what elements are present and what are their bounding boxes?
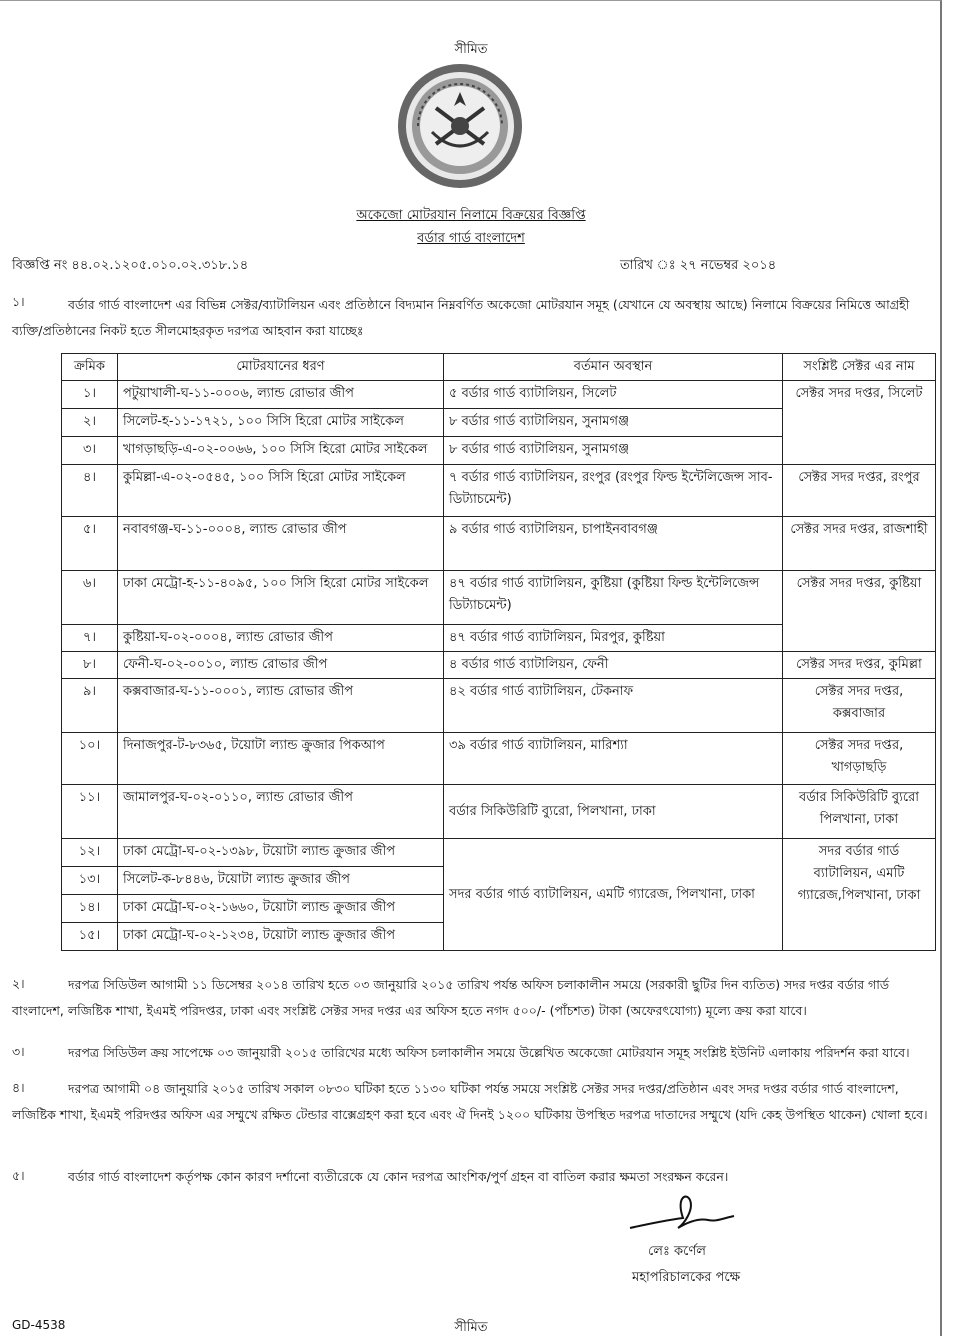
table-row bbox=[62, 381, 936, 409]
row-vehicle: কক্সবাজার-ঘ-১১-০০০১, ল্যান্ড রোভার জীপ bbox=[118, 679, 444, 733]
row-sector: সেক্টর সদর দপ্তর, সিলেট bbox=[783, 381, 936, 465]
para2-number: ২। bbox=[12, 976, 25, 991]
para2-text: দরপত্র সিডিউল আগামী ১১ ডিসেম্বর ২০১৪ তারিখ হতে ০৩ জানুয়ারি ২০১৫ তারিখ পর্যন্ত অফিস চলাকালীন সময়ে (সরকারী ছুটির দিন ব্যতিত) সদর দপ্তর বর্ডার গার্ড বাংলাদেশ, লজিষ্টিক শাখা, ইএমই পরিদপ্তর, ঢাকা এবং সংশ্লিষ্ট সেক্টর সদর দপ্তর এর অফিস হতে নগদ ৫০০/- (পাঁচশত) টাকা (অফেরৎযোগ্য) মূল্যে ক্রয় করা যাবে। bbox=[12, 977, 890, 1018]
para5-number: ৫। bbox=[12, 1168, 25, 1183]
row-serial: ১১। bbox=[62, 785, 118, 839]
row-vehicle: ঢাকা মেট্রো-হ-১১-৪০৯৫, ১০০ সিসি হিরো মোটর সাইকেল bbox=[118, 571, 444, 625]
table-row bbox=[62, 679, 936, 733]
row-vehicle: কুষ্টিয়া-ঘ-০২-০০০৪, ল্যান্ড রোভার জীপ bbox=[118, 625, 444, 652]
header-current-location: বর্তমান অবস্থান bbox=[444, 354, 783, 381]
signatory-on-behalf: মহাপরিচালকের পক্ষে bbox=[632, 1270, 741, 1285]
table-row bbox=[62, 517, 936, 571]
row-sector: সেক্টর সদর দপ্তর, রংপুর bbox=[783, 465, 936, 517]
table-row bbox=[62, 571, 936, 625]
row-location: ৯ বর্ডার গার্ড ব্যাটালিয়ন, চাপাইনবাবগঞ্জ bbox=[444, 517, 783, 571]
table-row bbox=[62, 733, 936, 785]
signature-scribble bbox=[628, 1188, 738, 1238]
table-row bbox=[62, 839, 936, 867]
notice-date: তারিখ ঃ ২৭ নভেম্বর ২০১৪ bbox=[620, 258, 777, 273]
row-serial: ১৪। bbox=[62, 895, 118, 923]
para3-number: ৩। bbox=[12, 1044, 25, 1059]
para1-text: বর্ডার গার্ড বাংলাদেশ এর বিভিন্ন সেক্টর/ব্যাটালিয়ন এবং প্রতিষ্ঠানে বিদ্যমান নিম্নবর্ণিত অকেজো মোটরযান সমূহ (যেখানে যে অবস্থায় আছে) নিলামে বিক্রয়ের নিমিত্তে আগ্রহী ব্যক্তি/প্রতিষ্ঠানের নিকট হতে সীলমোহরকৃত দরপত্র আহবান করা যাচ্ছেঃ bbox=[12, 297, 910, 338]
row-sector: সেক্টর সদর দপ্তর, কক্সবাজার bbox=[783, 679, 936, 733]
row-location: ৪২ বর্ডার গার্ড ব্যাটালিয়ন, টেকনাফ bbox=[444, 679, 783, 733]
row-vehicle: খাগড়াছড়ি-এ-০২-০০৬৬, ১০০ সিসি হিরো মোটর সাইকেল bbox=[118, 437, 444, 465]
row-vehicle: পটুয়াখালী-ঘ-১১-০০০৬, ল্যান্ড রোভার জীপ bbox=[118, 381, 444, 409]
row-vehicle: ঢাকা মেট্রো-ঘ-০২-১৩৯৮, টয়োটা ল্যান্ড ক্রুজার জীপ bbox=[118, 839, 444, 867]
row-vehicle: ঢাকা মেট্রো-ঘ-০২-১২৩৪, টয়োটা ল্যান্ড ক্রুজার জীপ bbox=[118, 923, 444, 951]
row-vehicle: কুমিল্লা-এ-০২-০৫৪৫, ১০০ সিসি হিরো মোটর সাইকেল bbox=[118, 465, 444, 517]
row-sector: সদর বর্ডার গার্ড ব্যাটালিয়ন, এমটি গ্যারেজ,পিলখানা, ঢাকা bbox=[783, 839, 936, 951]
row-serial: ৪। bbox=[62, 465, 118, 517]
row-serial: ৯। bbox=[62, 679, 118, 733]
notice-title: অকেজো মোটরযান নিলামে বিক্রয়ের বিজ্ঞপ্তি bbox=[356, 208, 586, 223]
para4-text: দরপত্র আগামী ০৪ জানুয়ারি ২০১৫ তারিখ সকাল ০৮৩০ ঘটিকা হতে ১১৩০ ঘটিকা পর্যন্ত সময়ে সংশ্লিষ্ট সেক্টর সদর দপ্তর/প্রতিষ্ঠান এবং সদর দপ্তর বর্ডার গার্ড বাংলাদেশ, লজিষ্টিক শাখা, ইএমই পরিদপ্তর অফিস এর সম্মুখে রক্ষিত টেন্ডার বাক্সেগ্রহণ করা হবে এবং ঐ দিনই ১২০০ ঘটিকায় উপস্থিত দরপত্র দাতাদের সম্মুখে (যদি কেহ উপস্থিত থাকেন) খোলা হবে। bbox=[12, 1081, 928, 1122]
row-location: ৫ বর্ডার গার্ড ব্যাটালিয়ন, সিলেট bbox=[444, 381, 783, 409]
row-serial: ১৫। bbox=[62, 923, 118, 951]
table-header-row bbox=[62, 354, 936, 381]
row-location: ৮ বর্ডার গার্ড ব্যাটালিয়ন, সুনামগঞ্জ bbox=[444, 409, 783, 437]
row-location: ৪৭ বর্ডার গার্ড ব্যাটালিয়ন, মিরপুর, কুষ্টিয়া bbox=[444, 625, 783, 652]
row-serial: ১৩। bbox=[62, 867, 118, 895]
table-row bbox=[62, 652, 936, 679]
row-sector: সেক্টর সদর দপ্তর, কুমিল্লা bbox=[783, 652, 936, 679]
para4-number: ৪। bbox=[12, 1080, 25, 1095]
row-serial: ৬। bbox=[62, 571, 118, 625]
row-serial: ৩। bbox=[62, 437, 118, 465]
header-serial: ক্রমিক bbox=[62, 354, 118, 381]
header-sector: সংশ্লিষ্ট সেক্টর এর নাম bbox=[783, 354, 936, 381]
reference-number: বিজ্ঞপ্তি নং ৪৪.০২.১২০৫.০১০.০২.৩১৮.১৪ bbox=[12, 258, 249, 273]
para3-text: দরপত্র সিডিউল ক্রয় সাপেক্ষে ০৩ জানুয়ারী ২০১৫ তারিখের মধ্যে অফিস চলাকালীন সময়ে উল্লেখিত অকেজো মোটরযান সমূহ সংশ্লিষ্ট ইউনিট এলাকায় পরিদর্শন করা যাবে। bbox=[68, 1045, 910, 1060]
row-serial: ৫। bbox=[62, 517, 118, 571]
row-serial: ১২। bbox=[62, 839, 118, 867]
row-vehicle: ঢাকা মেট্রো-ঘ-০২-১৬৬০, টয়োটা ল্যান্ড ক্রুজার জীপ bbox=[118, 895, 444, 923]
row-location: ৭ বর্ডার গার্ড ব্যাটালিয়ন, রংপুর (রংপুর ফিল্ড ইন্টেলিজেন্স সাব-ডিট্যাচমেন্ট) bbox=[444, 465, 783, 517]
row-location: ৪ বর্ডার গার্ড ব্যাটালিয়ন, ফেনী bbox=[444, 652, 783, 679]
document-code: GD-4538 bbox=[12, 1318, 66, 1332]
row-vehicle: সিলেট-ক-৮৪৪৬, টয়োটা ল্যান্ড ক্রুজার জীপ bbox=[118, 867, 444, 895]
row-location: সদর বর্ডার গার্ড ব্যাটালিয়ন, এমটি গ্যারেজ, পিলখানা, ঢাকা bbox=[444, 839, 783, 951]
classification-top: সীমিত bbox=[454, 42, 488, 57]
row-vehicle: দিনাজপুর-ট-৮৩৬৫, টয়োটা ল্যান্ড ক্রুজার পিকআপ bbox=[118, 733, 444, 785]
row-sector: বর্ডার সিকিউরিটি ব্যুরো পিলখানা, ঢাকা bbox=[783, 785, 936, 839]
row-sector: সেক্টর সদর দপ্তর, কুষ্টিয়া bbox=[783, 571, 936, 652]
classification-bottom: সীমিত bbox=[454, 1320, 488, 1335]
row-location: বর্ডার সিকিউরিটি ব্যুরো, পিলখানা, ঢাকা bbox=[444, 785, 783, 839]
vehicle-table bbox=[61, 353, 936, 951]
table-row bbox=[62, 785, 936, 839]
row-serial: ৮। bbox=[62, 652, 118, 679]
bgb-emblem-seal bbox=[396, 62, 524, 190]
row-vehicle: সিলেট-হ-১১-১৭২১, ১০০ সিসি হিরো মোটর সাইকেল bbox=[118, 409, 444, 437]
organization-name: বর্ডার গার্ড বাংলাদেশ bbox=[417, 231, 525, 246]
header-vehicle-type: মোটরযানের ধরণ bbox=[118, 354, 444, 381]
para1-number: ১। bbox=[12, 294, 25, 309]
row-location: ৪৭ বর্ডার গার্ড ব্যাটালিয়ন, কুষ্টিয়া (কুষ্টিয়া ফিল্ড ইন্টেলিজেন্স ডিট্যাচমেন্ট) bbox=[444, 571, 783, 625]
para5-text: বর্ডার গার্ড বাংলাদেশ কর্তৃপক্ষ কোন কারণ দর্শানো ব্যতীরেকে যে কোন দরপত্র আংশিক/পুর্ণ গ্রহন বা বাতিল করার ক্ষমতা সংরক্ষন করেন। bbox=[68, 1169, 729, 1184]
row-location: ৮ বর্ডার গার্ড ব্যাটালিয়ন, সুনামগঞ্জ bbox=[444, 437, 783, 465]
row-sector: সেক্টর সদর দপ্তর, খাগড়াছড়ি bbox=[783, 733, 936, 785]
row-vehicle: নবাবগঞ্জ-ঘ-১১-০০০৪, ল্যান্ড রোভার জীপ bbox=[118, 517, 444, 571]
row-serial: ১। bbox=[62, 381, 118, 409]
table-row bbox=[62, 465, 936, 517]
row-serial: ২। bbox=[62, 409, 118, 437]
row-sector: সেক্টর সদর দপ্তর, রাজশাহী bbox=[783, 517, 936, 571]
row-vehicle: ফেনী-ঘ-০২-০০১০, ল্যান্ড রোভার জীপ bbox=[118, 652, 444, 679]
signatory-designation: লেঃ কর্ণেল bbox=[648, 1244, 706, 1259]
row-serial: ৭। bbox=[62, 625, 118, 652]
row-vehicle: জামালপুর-ঘ-০২-০১১০, ল্যান্ড রোভার জীপ bbox=[118, 785, 444, 839]
row-location: ৩৯ বর্ডার গার্ড ব্যাটালিয়ন, মারিশ্যা bbox=[444, 733, 783, 785]
row-serial: ১০। bbox=[62, 733, 118, 785]
